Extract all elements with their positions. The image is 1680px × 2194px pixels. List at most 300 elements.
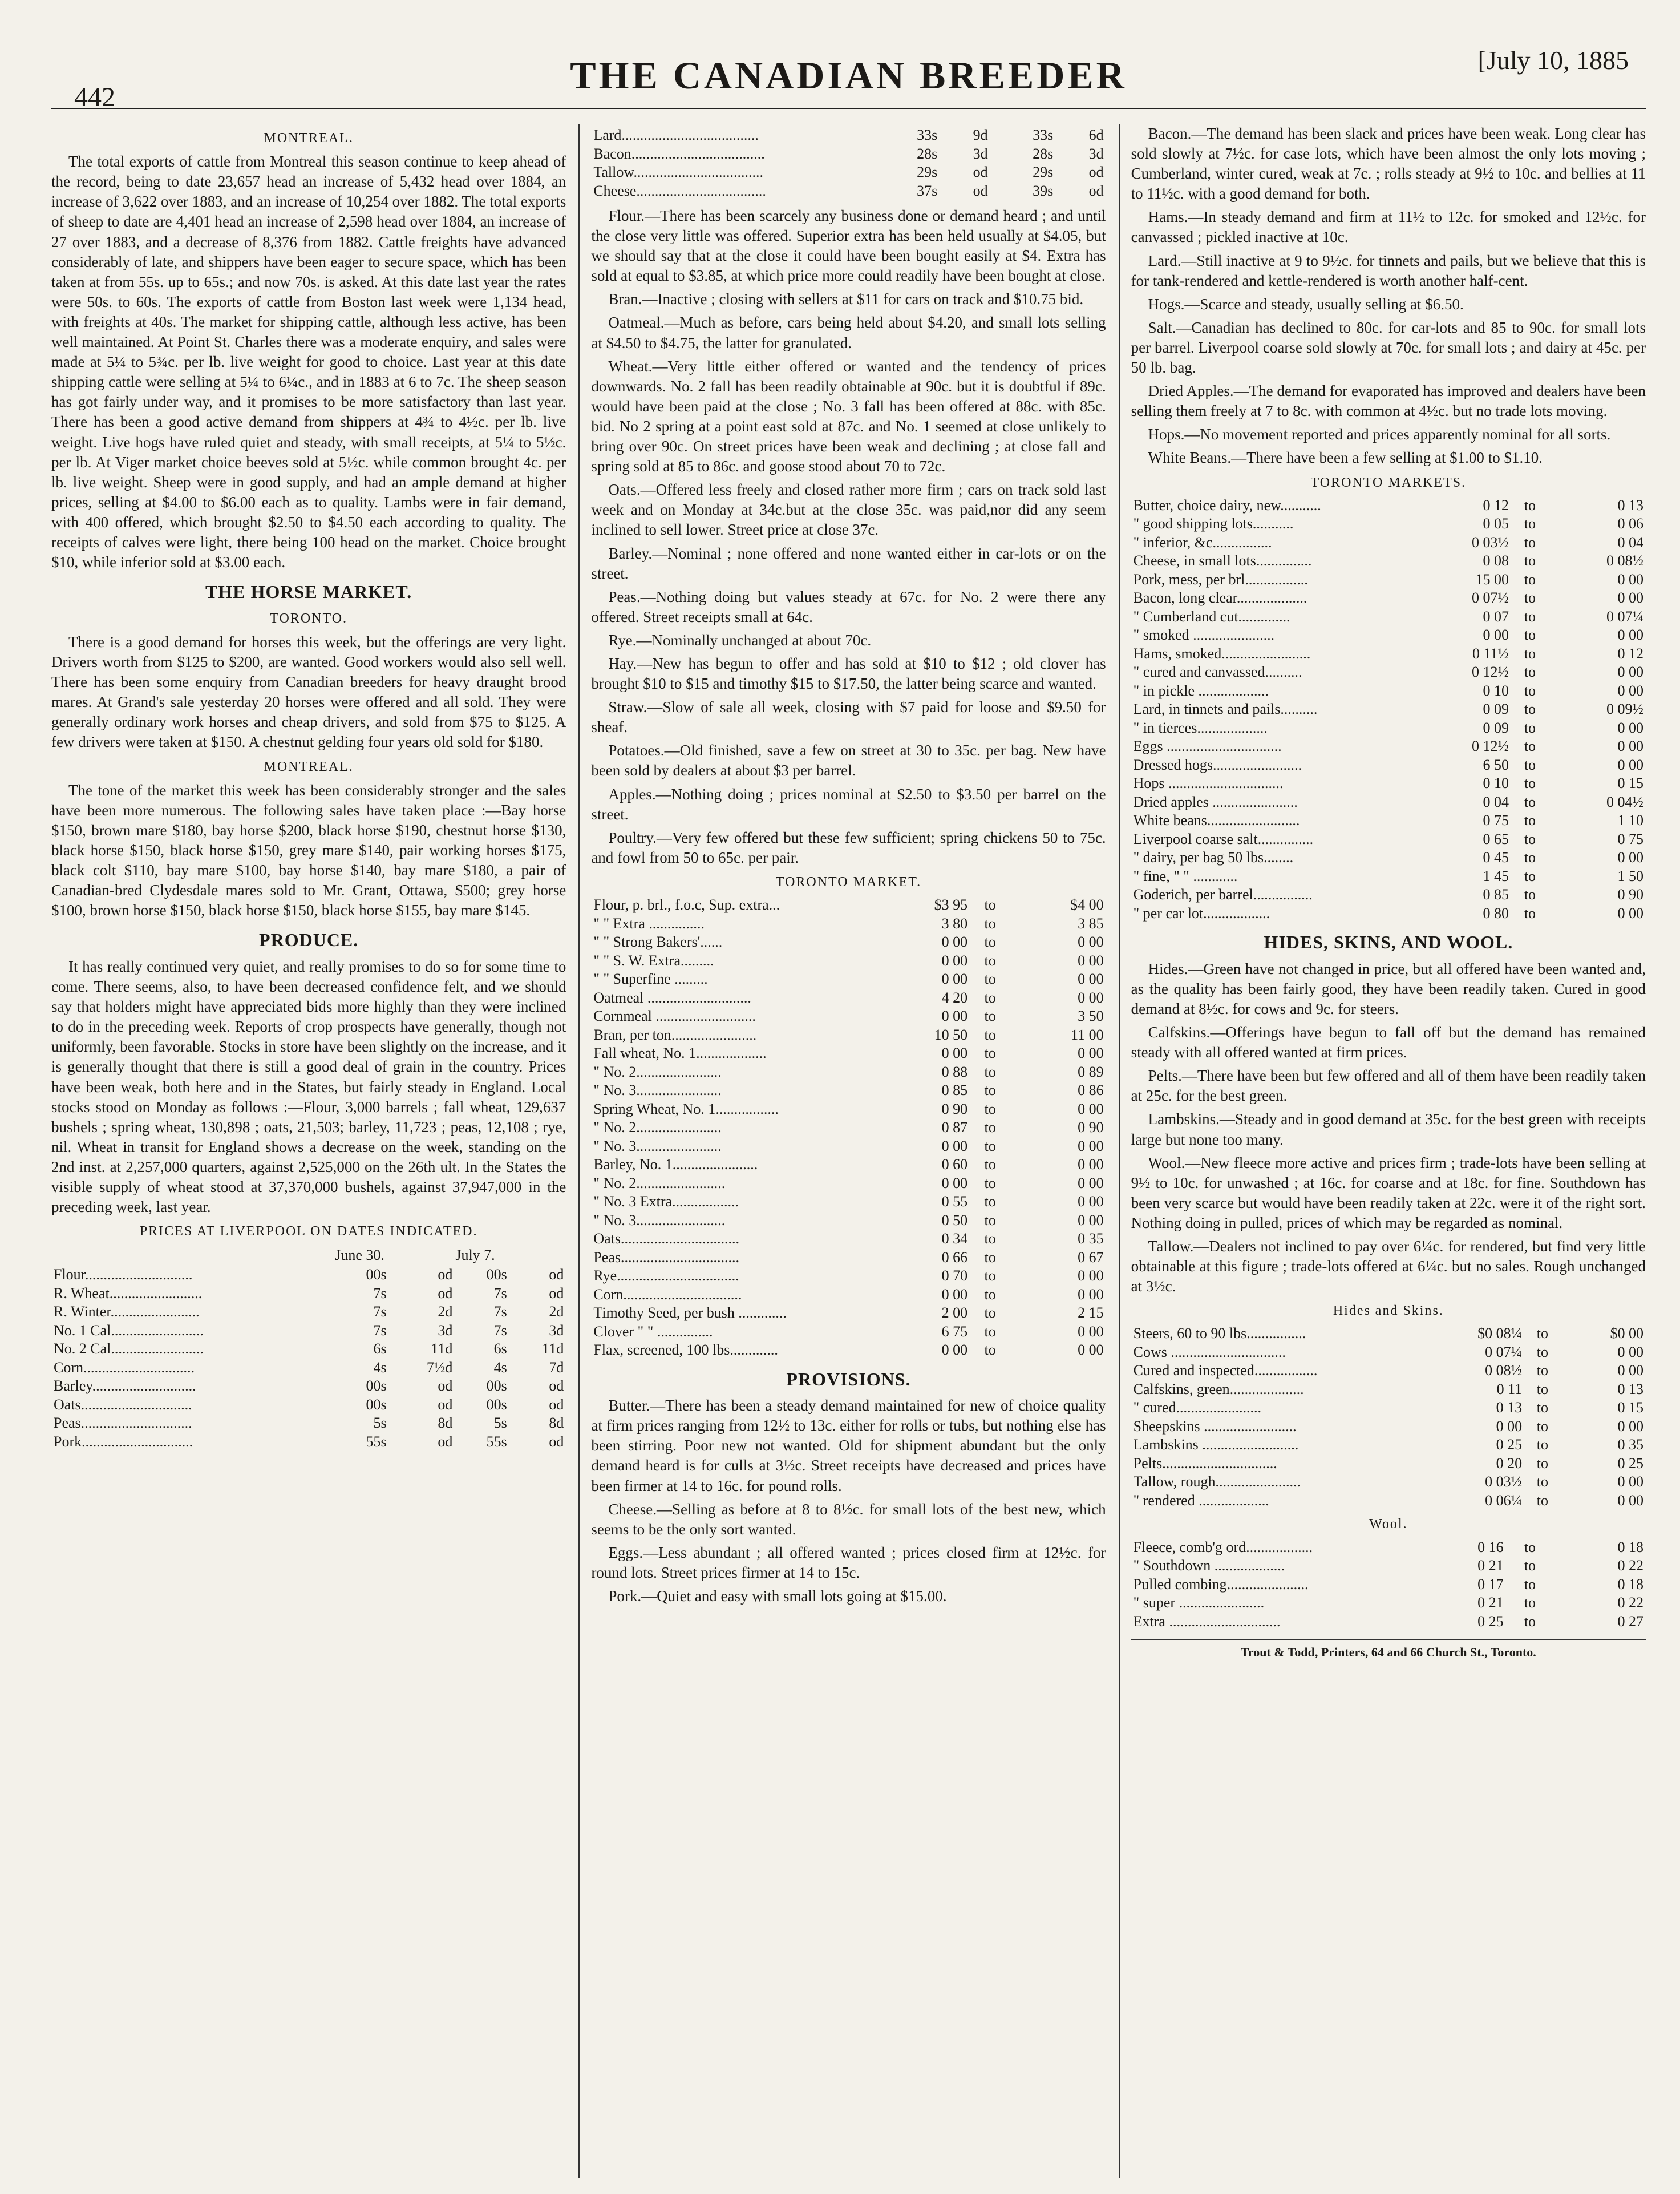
row-value: to (1524, 534, 1536, 551)
row-value: 0 09 (1483, 701, 1509, 718)
row-value: 0 70 (941, 1267, 968, 1284)
row-label: " No. 3....................... (593, 1137, 722, 1154)
issue-date: [July 10, 1885 (1477, 46, 1629, 75)
row-value: 7s (373, 1322, 387, 1339)
article-paragraph: Pork.—Quiet and easy with small lots going at $15.00. (608, 1587, 947, 1605)
table-row (591, 970, 1106, 989)
article-paragraph: Hams.—In steady demand and firm at 11½ to 12c. for smoked and 12½c. for canvassed ; pickled inactive at 10c. (1131, 208, 1646, 246)
row-value: 0 00 (1078, 1156, 1104, 1173)
table-row (1131, 1343, 1646, 1362)
row-label: Butter, choice dairy, new........... (1133, 496, 1321, 514)
row-value: 0 22 (1617, 1557, 1643, 1574)
row-value: 0 55 (941, 1193, 968, 1210)
row-value: to (984, 1193, 996, 1210)
row-value: $4 00 (1070, 896, 1104, 914)
column-3 (1119, 124, 1646, 2178)
article-paragraph: Poultry.—Very few offered but these few sufficient; spring chickens 50 to 75c. and fowl from 50 to 65c. per pair. (591, 829, 1106, 866)
row-value: od (438, 1433, 453, 1450)
row-value: 0 10 (1483, 682, 1509, 699)
row-value: od (549, 1266, 564, 1283)
liverpool-price-table (51, 1245, 566, 1451)
row-value: 39s (1033, 182, 1054, 199)
row-value: to (984, 1119, 996, 1136)
table-heading: PRICES AT LIVERPOOL ON DATES INDICATED. (139, 1224, 478, 1239)
row-value: 0 05 (1483, 515, 1509, 532)
row-label: Timothy Seed, per bush ............. (593, 1304, 787, 1322)
row-value: od (438, 1377, 453, 1395)
table-row (1131, 1324, 1646, 1343)
row-value: to (1524, 1557, 1536, 1574)
subsection-heading: MONTREAL. (264, 759, 354, 774)
row-value: to (1524, 571, 1536, 588)
table-row (591, 989, 1106, 1008)
row-value: to (984, 1230, 996, 1247)
row-value: to (1536, 1473, 1548, 1490)
row-label: " inferior, &c................ (1133, 534, 1272, 551)
row-value: 0 00 (1617, 849, 1643, 866)
row-value: 0 08½ (1485, 1362, 1523, 1379)
row-label: " " Strong Bakers'...... (593, 934, 723, 951)
row-label: Bacon.................................... (593, 145, 765, 162)
row-value: to (1524, 904, 1536, 922)
row-value: $3 95 (934, 896, 968, 914)
row-label: " No. 2....................... (593, 1119, 722, 1136)
row-value: to (1524, 867, 1536, 884)
row-value: 00s (486, 1377, 507, 1395)
article-paragraph: There is a good demand for horses this week, but the offerings are very light. Drivers worth from $125 to $200, are wanted. Good workers would also sell well. There has been some enquiry from Canadian breeders for heavy draught brood mares. At Grand's sale yesterday 20 horses were offered and all sold. They were generally ordinary work horses and cheap drivers, and sold from $75 to $125. A few drivers were taken at $150. A chestnut gelding four years old sold for $180. (51, 633, 566, 751)
row-value: 0 07 (1483, 608, 1509, 625)
table-row (1131, 1436, 1646, 1454)
row-label: R. Winter........................ (54, 1303, 200, 1320)
row-value: to (984, 896, 996, 914)
row-value: to (1524, 886, 1536, 903)
row-label: Bran, per ton....................... (593, 1026, 757, 1043)
row-label: " " S. W. Extra......... (593, 952, 714, 969)
table-row (1131, 1557, 1646, 1575)
columns (51, 124, 1646, 2178)
table-row (591, 1007, 1106, 1026)
row-value: to (1524, 589, 1536, 607)
row-label: Peas................................ (593, 1248, 739, 1266)
row-value: 0 87 (941, 1119, 968, 1136)
row-label: Oatmeal ............................ (593, 989, 751, 1006)
row-value: 0 00 (1617, 1492, 1643, 1509)
table-row (591, 1211, 1106, 1230)
row-value: 2 00 (941, 1304, 968, 1322)
row-value: to (1524, 664, 1536, 681)
table-header: July 7. (455, 1247, 495, 1264)
table-row (1131, 571, 1646, 589)
row-value: 0 06¼ (1485, 1492, 1523, 1509)
table-row (1131, 515, 1646, 534)
row-value: 0 00 (1617, 1343, 1643, 1360)
row-label: Flax, screened, 100 lbs............. (593, 1342, 778, 1359)
row-value: 0 08 (1483, 552, 1509, 569)
row-value: 0 00 (1078, 1342, 1104, 1359)
row-value: 2d (549, 1303, 564, 1320)
row-value: 11 00 (1071, 1026, 1104, 1043)
table-row (591, 1267, 1106, 1286)
row-value: to (1524, 496, 1536, 514)
row-value: 0 00 (1617, 571, 1643, 588)
row-label: Lambskins .......................... (1133, 1436, 1299, 1453)
table-row (1131, 1473, 1646, 1492)
row-label: Clover " " ............... (593, 1323, 713, 1340)
row-value: to (984, 1026, 996, 1043)
row-value: 0 10 (1483, 775, 1509, 792)
row-value: 0 13 (1496, 1399, 1523, 1416)
row-value: to (984, 971, 996, 988)
row-value: 7s (493, 1322, 507, 1339)
row-label: No. 1 Cal......................... (54, 1322, 204, 1339)
row-label: Steers, 60 to 90 lbs................ (1133, 1325, 1306, 1342)
row-value: to (1524, 682, 1536, 699)
row-value: to (984, 1211, 996, 1229)
table-row (1131, 682, 1646, 701)
row-value: 0 90 (1078, 1119, 1104, 1136)
article-paragraph: White Beans.—There have been a few selling at $1.00 to $1.10. (1148, 449, 1543, 467)
row-value: 0 25 (1617, 1454, 1643, 1472)
table-row (591, 952, 1106, 971)
row-value: 0 85 (1483, 886, 1509, 903)
row-value: 0 17 (1477, 1575, 1504, 1593)
row-value: to (1524, 849, 1536, 866)
row-value: to (984, 915, 996, 932)
row-value: 8d (438, 1415, 453, 1432)
row-value: 0 00 (1078, 1323, 1104, 1340)
row-value: 6s (373, 1340, 387, 1357)
table-row (591, 1193, 1106, 1211)
row-value: od (549, 1433, 564, 1450)
table-row (591, 1286, 1106, 1304)
row-value: od (973, 182, 988, 199)
row-value: to (984, 1063, 996, 1080)
row-value: 0 00 (1078, 989, 1104, 1006)
article-paragraph: Apples.—Nothing doing ; prices nominal at $2.50 to $3.50 per barrel on the street. (591, 785, 1106, 823)
article-paragraph: Hides.—Green have not changed in price, but all offered have been wanted and, as the quality has been fairly good, they have been readily taken. Cured in good demand at 8½c. for cows and 9c. for steers. (1131, 960, 1646, 1017)
table-row (1131, 774, 1646, 793)
table-row (1131, 848, 1646, 867)
row-value: 0 00 (1078, 1286, 1104, 1303)
row-value: 00s (366, 1396, 387, 1413)
row-value: 15 00 (1475, 571, 1509, 588)
article-paragraph: Wheat.—Very little either offered or wanted and the tendency of prices downwards. No. 2 fall has been readily obtainable at 90c. but it is doubtful if 89c. would have been paid at the close ; No. 3 fall has been offered at 88c. with 85c. bid. No 2 spring at a point east sold at 87c. and No. 1 seemed at close unlikely to bring over 90c. On street prices have been weak and declining ; at close fall and spring sold at 85 to 86c. and goose stood about 70 to 72c. (591, 357, 1106, 475)
table-row (1131, 552, 1646, 571)
row-value: 0 07¼ (1485, 1343, 1523, 1360)
row-value: to (1524, 1575, 1536, 1593)
table-row (1131, 756, 1646, 775)
row-label: Spring Wheat, No. 1................. (593, 1100, 779, 1117)
row-value: to (1536, 1436, 1548, 1453)
table-heading: Hides and Skins. (1333, 1303, 1444, 1319)
row-value: 10 50 (934, 1026, 968, 1043)
row-label: Goderich, per barrel................ (1133, 886, 1313, 903)
row-label: Cheese, in small lots............... (1133, 552, 1312, 569)
row-label: Fall wheat, No. 1................... (593, 1045, 767, 1062)
article-paragraph: Rye.—Nominally unchanged at about 70c. (608, 631, 872, 649)
row-label: Cured and inspected................. (1133, 1362, 1318, 1379)
article-paragraph: Oatmeal.—Much as before, cars being held about $4.20, and small lots selling at $4.50 to $4.75, the latter for granulated. (591, 314, 1106, 351)
row-label: Cows ............................... (1133, 1343, 1286, 1360)
row-label: Cheese................................... (593, 182, 766, 199)
table-row (51, 1433, 566, 1452)
row-value: 00s (486, 1396, 507, 1413)
table-row (51, 1340, 566, 1359)
section-heading: PROVISIONS. (786, 1368, 911, 1389)
table-row (1131, 1380, 1646, 1399)
row-label: Bacon, long clear................... (1133, 589, 1307, 607)
row-label: Lard, in tinnets and pails.......... (1133, 701, 1318, 718)
article-paragraph: Lambskins.—Steady and in good demand at 35c. for the best green with receipts large but none too many. (1131, 1110, 1646, 1148)
row-value: 0 13 (1617, 496, 1643, 514)
row-value: 0 00 (1617, 664, 1643, 681)
table-row (51, 1266, 566, 1284)
row-label: " No. 2....................... (593, 1063, 722, 1080)
article-paragraph: Hay.—New has begun to offer and has sold at $10 to $12 ; old clover has brought $10 to $15 and timothy $15 to $17.50, the latter being scarce and wanted. (591, 654, 1106, 693)
row-value: 5s (493, 1415, 507, 1432)
row-label: " in pickle ................... (1133, 682, 1269, 699)
row-value: to (984, 1286, 996, 1303)
toronto-market-table (591, 896, 1106, 1360)
row-value: od (1088, 164, 1104, 180)
row-label: Lard..................................... (593, 127, 759, 143)
table-row (591, 1341, 1106, 1360)
table-row (591, 163, 1106, 182)
row-value: 0 21 (1477, 1594, 1504, 1611)
row-value: to (1536, 1417, 1548, 1435)
row-value: 3d (1088, 145, 1104, 162)
row-label: " No. 3....................... (593, 1082, 722, 1099)
row-value: 0 07½ (1472, 589, 1509, 607)
row-value: to (984, 1248, 996, 1266)
row-value: to (1536, 1325, 1548, 1342)
row-value: 0 00 (1617, 1417, 1643, 1435)
table-row (591, 1137, 1106, 1156)
table-row (1131, 867, 1646, 886)
table-row (1131, 608, 1646, 627)
row-value: 0 12 (1483, 496, 1509, 514)
row-label: Eggs ............................... (1133, 738, 1282, 755)
table-row (591, 145, 1106, 164)
row-value: 0 00 (941, 971, 968, 988)
row-value: 0 65 (1483, 830, 1509, 847)
table-row (1131, 811, 1646, 830)
article-paragraph: Peas.—Nothing doing but values steady at 67c. for No. 2 were there any offered. Street receipts small at 64c. (591, 588, 1106, 625)
row-value: to (1524, 1613, 1536, 1630)
row-value: to (984, 1174, 996, 1191)
row-label: " " Superfine ......... (593, 971, 708, 988)
row-value: 0 20 (1496, 1454, 1523, 1472)
row-value: 0 15 (1617, 775, 1643, 792)
row-value: 7½d (426, 1359, 453, 1376)
column-1 (51, 124, 566, 2178)
row-value: to (984, 1100, 996, 1117)
toronto-markets-table (1131, 496, 1646, 923)
row-value: 6 75 (941, 1323, 968, 1340)
row-value: to (1524, 627, 1536, 644)
row-value: 11d (542, 1340, 564, 1357)
row-value: 6s (493, 1340, 507, 1357)
wool-table (1131, 1538, 1646, 1631)
article-paragraph: Barley.—Nominal ; none offered and none wanted either in car-lots or on the street. (591, 544, 1106, 582)
article-paragraph: Hops.—No movement reported and prices apparently nominal for all sorts. (1148, 426, 1611, 443)
row-value: $0 08¼ (1477, 1325, 1523, 1342)
article-paragraph: Potatoes.—Old finished, save a few on street at 30 to 35c. per bag. New have been sold by dealers at about $3 per barrel. (591, 742, 1106, 779)
row-value: to (1524, 756, 1536, 773)
row-label: Flour............................. (54, 1266, 193, 1283)
row-label: " in tierces................... (1133, 719, 1268, 736)
row-value: 0 07¼ (1606, 608, 1643, 625)
table-row (1131, 830, 1646, 849)
table-row (51, 1303, 566, 1322)
row-label: Barley............................ (54, 1377, 196, 1395)
table-row (591, 1304, 1106, 1323)
row-label: Cornmeal ........................... (593, 1008, 756, 1025)
row-value: 0 00 (1483, 627, 1509, 644)
table-row (591, 933, 1106, 952)
row-value: 0 00 (1617, 904, 1643, 922)
row-label: " cured....................... (1133, 1399, 1262, 1416)
table-row (1131, 886, 1646, 904)
row-value: 0 00 (1078, 1193, 1104, 1210)
row-label: Corn................................ (593, 1286, 742, 1303)
table-row (1131, 1399, 1646, 1417)
row-label: " No. 3........................ (593, 1211, 726, 1229)
row-label: Extra .............................. (1133, 1613, 1281, 1630)
row-label: Oats................................ (593, 1230, 739, 1247)
row-value: 28s (1033, 145, 1054, 162)
row-value: to (1524, 775, 1536, 792)
table-row (1131, 534, 1646, 552)
row-value: od (549, 1396, 564, 1413)
row-value: 7s (373, 1303, 387, 1320)
table-row (51, 1322, 566, 1340)
row-value: to (1536, 1380, 1548, 1397)
row-label: " No. 3 Extra.................. (593, 1193, 739, 1210)
row-value: 3 50 (1078, 1008, 1104, 1025)
row-value: to (1524, 608, 1536, 625)
row-value: 0 03½ (1485, 1473, 1523, 1490)
article-paragraph: Wool.—New fleece more active and prices firm ; trade-lots have been selling at 9½ to 10c. for unwashed ; at 16c. for coarse and at 18c. for fine. Southdown has been very scarce but would have been readily taken at 22c. were it of the right sort. Nothing doing in pulled, prices of which may be regarded as nominal. (1131, 1154, 1646, 1231)
row-value: 0 00 (1617, 627, 1643, 644)
row-value: 0 00 (941, 1342, 968, 1359)
article-paragraph: Hogs.—Scarce and steady, usually selling at $6.50. (1148, 295, 1464, 313)
table-row (1131, 1594, 1646, 1613)
row-label: " cured and canvassed.......... (1133, 664, 1302, 681)
row-value: 0 00 (1496, 1417, 1523, 1435)
row-value: 0 00 (1078, 971, 1104, 988)
table-row (1131, 626, 1646, 645)
row-value: 0 12½ (1472, 664, 1509, 681)
article-paragraph: Flour.—There has been scarcely any business done or demand heard ; and until the close very little was offered. Superior extra has been held usually at $4.05, but we should say that at the close it could have been bought easily at $4. Extra has sold at equal to $3.85, at which price more could readily have been bought at close. (591, 207, 1106, 285)
row-value: 7d (549, 1359, 564, 1376)
row-value: 4s (493, 1359, 507, 1376)
row-value: od (438, 1396, 453, 1413)
row-label: Pelts............................... (1133, 1454, 1277, 1472)
article-paragraph: Tallow.—Dealers not inclined to pay over 6¼c. for rendered, but find very little obtainable at this figure ; trade-lots offered at 6¼c. but no sales. Rough unchanged at 3½c. (1131, 1238, 1646, 1295)
row-value: 0 00 (1617, 1473, 1643, 1490)
table-row (1131, 1492, 1646, 1510)
table-heading: TORONTO MARKETS. (1310, 475, 1467, 490)
row-value: 55s (486, 1433, 507, 1450)
table-row (591, 1026, 1106, 1045)
article-paragraph: Bacon.—The demand has been slack and prices have been weak. Long clear has sold slowly at 7½c. for case lots, which have been almost the only lots moving ; Cumberland, winter cured, weak at 7c. ; rolls steady at 9½ to 10c. and bellies at 11 to 11½c. with a good demand for both. (1131, 125, 1646, 203)
page-header (51, 40, 1646, 110)
row-value: 5s (373, 1415, 387, 1432)
row-value: to (984, 934, 996, 951)
row-value: 00s (366, 1266, 387, 1283)
table-row (51, 1284, 566, 1303)
row-value: 0 18 (1617, 1538, 1643, 1555)
row-label: Dried apples ....................... (1133, 793, 1298, 810)
article-paragraph: Bran.—Inactive ; closing with sellers at $11 for cars on track and $10.75 bid. (608, 290, 1084, 308)
article-paragraph: It has really continued very quiet, and really promises to do so for some time to come. There seems, also, to have been decreased confidence felt, and we should say that holders might have appreciated bids more highly than they were inclined to do in the preceding week. Reports of crop prospects have generally, though not uniformly, been favorable. Stocks in store have been slightly on the increase, and it is generally thought that there is still a good deal of grain in the country. Prices have been weak, both here and in the States, but fairly steady in England. Local stocks stood on Monday as follows :—Flour, 3,000 barrels ; fall wheat, 129,637 bushels ; spring wheat, 130,898 ; oats, 21,503; barley, 11,723 ; peas, 12,108 ; rye, nil. Wheat in transit for England shows a decrease on the week, standing on the 2nd inst. at 2,257,000 quarters, against 2,525,000 on the 26th ult. In the States the visible supply of wheat stood at 37,370,000 bushels, against 37,947,000 in the preceding week, last year. (51, 957, 566, 1216)
row-value: to (1524, 515, 1536, 532)
row-label: " Cumberland cut.............. (1133, 608, 1290, 625)
row-value: 0 00 (941, 1137, 968, 1154)
table-header-row (51, 1245, 566, 1266)
column-2 (578, 124, 1106, 2178)
row-label: " smoked ...................... (1133, 627, 1275, 644)
row-value: 0 00 (941, 1174, 968, 1191)
row-value: to (1524, 701, 1536, 718)
row-value: 0 11½ (1472, 645, 1509, 662)
table-heading: Wool. (1369, 1517, 1408, 1532)
table-row (591, 1044, 1106, 1063)
row-value: 0 00 (1617, 589, 1643, 607)
row-value: to (1524, 1538, 1536, 1555)
row-value: 0 80 (1483, 904, 1509, 922)
table-row (1131, 904, 1646, 923)
row-label: White beans......................... (1133, 812, 1300, 829)
row-value: 37s (917, 182, 938, 199)
row-value: 33s (917, 127, 938, 143)
row-label: Pulled combing...................... (1133, 1575, 1309, 1593)
row-value: 00s (486, 1266, 507, 1283)
row-label: " fine, " " ............ (1133, 867, 1238, 884)
table-row (1131, 1538, 1646, 1557)
row-label: " dairy, per bag 50 lbs........ (1133, 849, 1294, 866)
page-number: 442 (74, 82, 115, 112)
row-value: to (1536, 1362, 1548, 1379)
row-value: 0 22 (1617, 1594, 1643, 1611)
row-value: 7s (493, 1284, 507, 1302)
article-paragraph: Cheese.—Selling as before at 8 to 8½c. for small lots of the best new, which seems to be the only sort wanted. (591, 1500, 1106, 1538)
row-value: 3d (973, 145, 988, 162)
row-value: 3 85 (1078, 915, 1104, 932)
row-value: 0 04½ (1606, 793, 1643, 810)
table-row (591, 1248, 1106, 1267)
row-value: 7s (373, 1284, 387, 1302)
row-label: No. 2 Cal......................... (54, 1340, 204, 1357)
row-value: 0 00 (1078, 952, 1104, 969)
row-value: 2 15 (1078, 1304, 1104, 1322)
table-row (1131, 645, 1646, 664)
table-row (591, 1323, 1106, 1342)
table-row (1131, 700, 1646, 719)
row-value: 0 35 (1078, 1230, 1104, 1247)
article-paragraph: Salt.—Canadian has declined to 80c. for car-lots and 85 to 90c. for small lots per barrel. Liverpool coarse sold slowly at 70c. for small lots ; and dairy at 45c. per 50 lb. bag. (1131, 318, 1646, 377)
row-value: od (973, 164, 988, 180)
article-paragraph: Eggs.—Less abundant ; all offered wanted ; prices closed firm at 12½c. for round lots. Street prices firmer at 14 to 15c. (591, 1544, 1106, 1581)
liverpool-price-table-cont (591, 126, 1106, 200)
table-row (591, 1155, 1106, 1174)
row-value: 3 80 (941, 915, 968, 932)
row-label: " No. 2........................ (593, 1174, 726, 1191)
row-value: 0 90 (1617, 886, 1643, 903)
row-label: Barley, No. 1....................... (593, 1156, 758, 1173)
row-value: 00s (366, 1377, 387, 1395)
